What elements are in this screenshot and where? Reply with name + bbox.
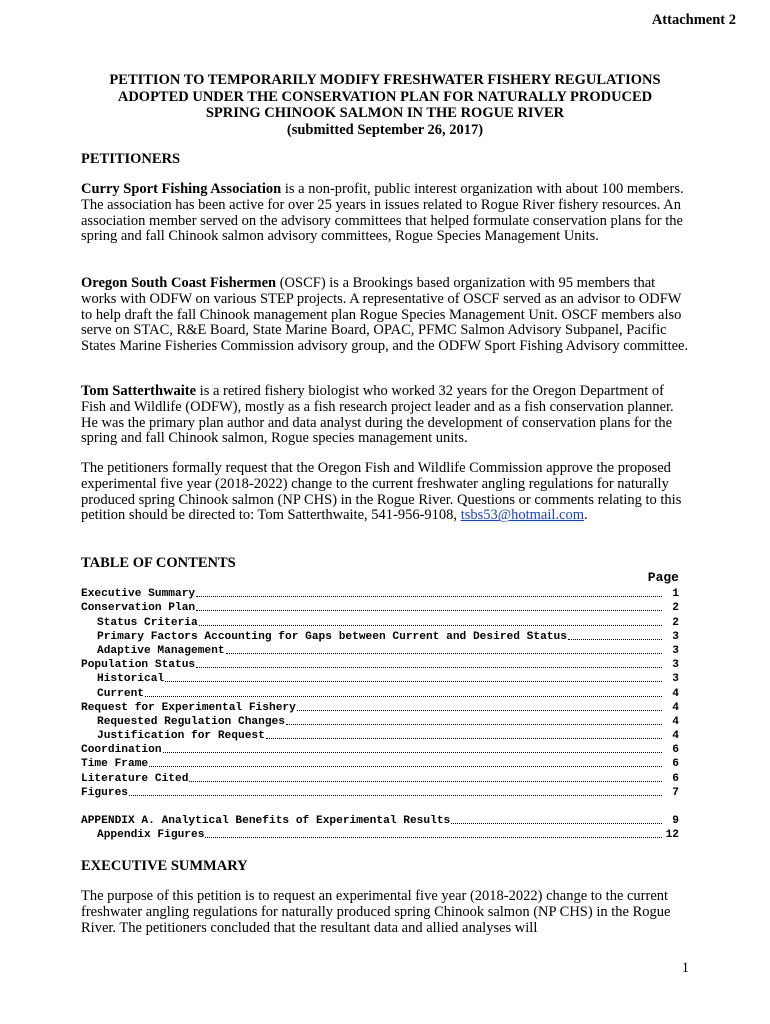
toc-entry[interactable] — [81, 600, 679, 614]
toc-leader-dots — [226, 653, 662, 654]
toc-entry-page: 2 — [672, 616, 679, 629]
toc-entry-label: Primary Factors Accounting for Gaps between Current and Desired Status — [97, 630, 567, 643]
toc-entry-page: 6 — [672, 758, 679, 771]
toc-entries — [81, 586, 679, 799]
toc-entry[interactable] — [81, 827, 679, 841]
petitioner-name: Oregon South Coast Fishermen — [81, 275, 277, 291]
toc-entry-page: 6 — [672, 744, 679, 757]
toc-entry-label: Adaptive Management — [97, 644, 225, 657]
title-line: PETITION TO TEMPORARILY MODIFY FRESHWATER FISHERY REGULATIONS — [109, 72, 661, 88]
toc-leader-dots — [199, 625, 662, 626]
toc-leader-dots — [145, 696, 662, 697]
toc-entry[interactable] — [81, 671, 679, 685]
toc-heading: TABLE OF CONTENTS — [81, 555, 236, 571]
toc-leader-dots — [266, 738, 662, 739]
toc-leader-dots — [451, 823, 662, 824]
toc-entry-page: 4 — [672, 701, 679, 714]
page-number: 1 — [681, 960, 689, 976]
toc-entry-label: Population Status — [81, 659, 196, 672]
toc-entry-label: Requested Regulation Changes — [97, 715, 285, 728]
toc-entry-page: 3 — [672, 673, 679, 686]
toc-entry[interactable] — [81, 714, 679, 728]
toc-entry-page: 7 — [672, 786, 679, 799]
toc-entry-page: 3 — [672, 630, 679, 643]
table-of-contents — [81, 570, 679, 841]
toc-leader-dots — [189, 781, 662, 782]
toc-entry-page: 3 — [672, 659, 679, 672]
toc-appendix-entries — [81, 813, 679, 841]
petitioner-paragraph — [81, 182, 690, 245]
petitioner-description: is a retired fishery biologist who worked 32 years for the Oregon Department of Fish and Wildlife (ODFW), mostly as a fish research project leader and as a fish conservation planner. He was the primary plan author and data analyst during the development of conservation plans for the spring and fall Chinook salmon, Rogue species management units. — [81, 383, 674, 447]
toc-entry[interactable] — [81, 756, 679, 770]
toc-entry-label: Request for Experimental Fishery — [81, 701, 296, 714]
toc-leader-dots — [196, 667, 662, 668]
toc-entry-page: 6 — [672, 772, 679, 785]
toc-entry-label: Time Frame — [81, 758, 149, 771]
request-paragraph — [81, 461, 690, 524]
toc-entry[interactable] — [81, 643, 679, 657]
petition-title — [60, 72, 710, 138]
toc-entry-label: Justification for Request — [97, 730, 265, 743]
executive-summary-heading: EXECUTIVE SUMMARY — [81, 858, 248, 874]
toc-entry-label: APPENDIX A. Analytical Benefits of Experimental Results — [81, 815, 451, 827]
toc-entry[interactable] — [81, 742, 679, 756]
toc-entry[interactable] — [81, 700, 679, 714]
toc-entry[interactable] — [81, 629, 679, 643]
toc-page-label: Page — [647, 570, 679, 585]
toc-entry-label: Current — [97, 687, 144, 700]
toc-leader-dots — [196, 596, 662, 597]
request-end: . — [584, 507, 588, 524]
petitioners-heading: PETITIONERS — [81, 151, 181, 167]
toc-entry[interactable] — [81, 614, 679, 628]
toc-entry[interactable] — [81, 813, 679, 827]
toc-entry-page: 4 — [672, 730, 679, 743]
toc-entry-label: Conservation Plan — [81, 602, 196, 615]
toc-entry-page: 1 — [672, 588, 679, 601]
toc-entry-label: Appendix Figures — [97, 829, 205, 842]
toc-entry-label: Executive Summary — [81, 588, 196, 601]
request-text: The petitioners formally request that the Oregon Fish and Wildlife Commission approve the proposed experimental five year (2018-2022) change to the current freshwater angling regulations for naturally produced spring Chinook salmon (NP CHS) in the Rogue River. Questions or comments relating to this petition should be directed to: Tom Satterthwaite, 541-956-9108, — [81, 460, 682, 524]
petitioner-paragraph — [81, 384, 690, 447]
toc-leader-dots — [149, 766, 662, 767]
toc-leader-dots — [205, 837, 662, 838]
toc-entry-page: 4 — [672, 687, 679, 700]
toc-entry-label: Historical — [97, 673, 165, 686]
toc-entry[interactable] — [81, 586, 679, 600]
petitioner-name: Curry Sport Fishing Association — [81, 181, 282, 197]
petitioner-description: is a non-profit, public interest organization with about 100 members. The association has been active for over 25 years in issues related to Rogue River fishery resources. An association member served on the advisory committees that helped formulate conservation plans for the spring and fall Chinook salmon advisory committees, Rogue Species Management Units. — [81, 181, 684, 245]
toc-entry-label: Literature Cited — [81, 772, 189, 785]
toc-entry[interactable] — [81, 785, 679, 799]
toc-entry-page: 2 — [672, 602, 679, 615]
toc-leader-dots — [286, 724, 662, 725]
email-link[interactable]: tsbs53@hotmail.com — [460, 507, 584, 524]
toc-entry[interactable] — [81, 685, 679, 699]
toc-entry-page: 3 — [672, 644, 679, 657]
toc-leader-dots — [129, 795, 662, 796]
toc-leader-dots — [196, 610, 662, 611]
toc-entry-page: 9 — [672, 815, 679, 827]
toc-entry-label: Status Criteria — [97, 616, 198, 629]
toc-entry[interactable] — [81, 770, 679, 784]
toc-leader-dots — [165, 681, 662, 682]
toc-entry[interactable] — [81, 728, 679, 742]
toc-entry-page: 12 — [665, 829, 679, 842]
toc-entry[interactable] — [81, 657, 679, 671]
title-date: (submitted September 26, 2017) — [286, 121, 484, 138]
toc-entry-page: 4 — [672, 715, 679, 728]
executive-summary-text: The purpose of this petition is to request an experimental five year (2018-2022) change to the current freshwater angling regulations for naturally produced spring Chinook salmon (NP CHS) in the Rogue River. The petitioners concluded that the resultant data and allied analyses will — [81, 888, 671, 936]
title-line: ADOPTED UNDER THE CONSERVATION PLAN FOR NATURALLY PRODUCED — [117, 88, 653, 105]
petitioner-name: Tom Satterthwaite — [81, 383, 197, 399]
petitioner-paragraph — [81, 276, 690, 355]
toc-entry-label: Figures — [81, 786, 128, 799]
toc-leader-dots — [297, 710, 662, 711]
toc-entry-label: Coordination — [81, 744, 162, 757]
title-line: SPRING CHINOOK SALMON IN THE ROGUE RIVER — [205, 105, 565, 121]
petitioner-description: (OSCF) is a Brookings based organization with 95 members that works with ODFW on various STEP projects. A representative of OSCF served as an advisor to ODFW to help draft the fall Chinook management plan Rogue Species Management Unit. OSCF members also serve on STAC, R&E Board, State Marine Board, OPAC, PFMC Salmon Advisory Subpanel, Pacific States Marine Fisheries Commission advisory group, and the ODFW Sport Fishing Advisory committee. — [81, 275, 689, 355]
attachment-label: Attachment 2 — [651, 12, 736, 28]
toc-leader-dots — [568, 639, 662, 640]
toc-leader-dots — [163, 752, 662, 753]
